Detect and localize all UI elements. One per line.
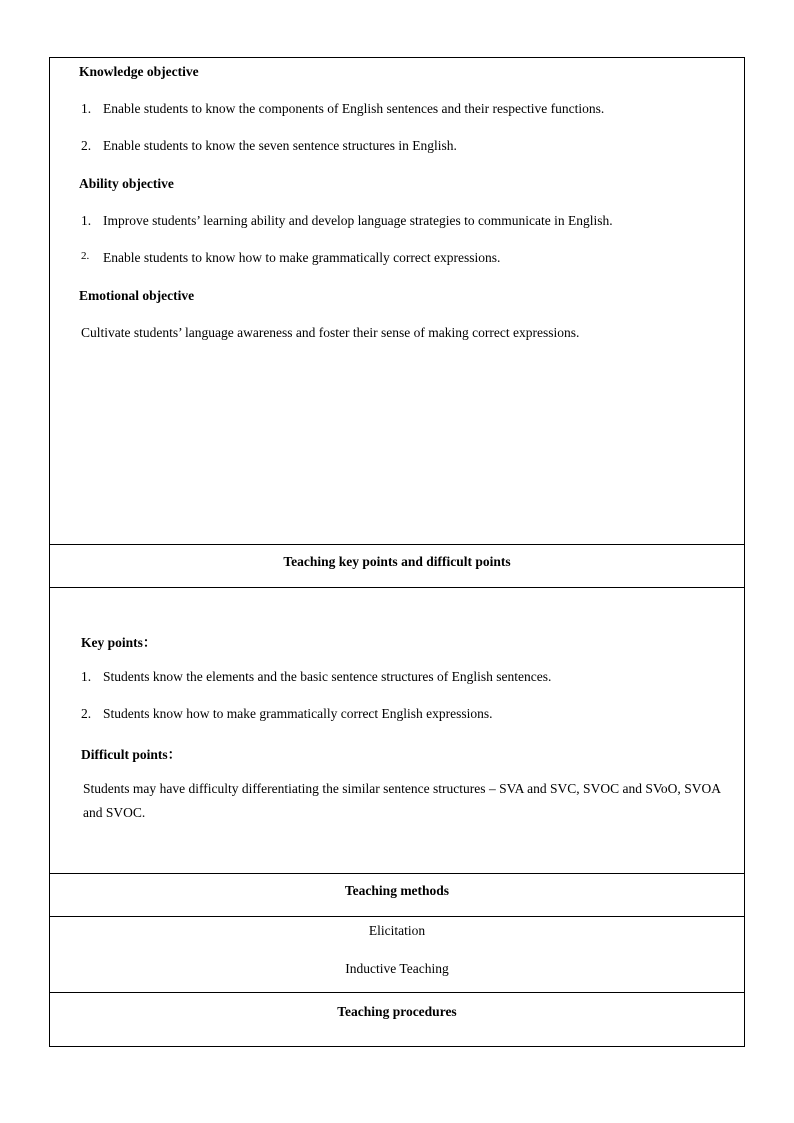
ability-item-number: 2.	[81, 250, 90, 262]
method-item: Inductive Teaching	[345, 961, 449, 976]
ability-objective-title: Ability objective	[79, 176, 174, 191]
teaching-methods-header: Teaching methods	[344, 883, 450, 898]
objectives-cell	[50, 58, 744, 544]
key-points-header: Teaching key points and difficult points	[283, 554, 511, 569]
key-points-title: Key points：	[81, 635, 157, 650]
teaching-procedures-header-row	[50, 992, 744, 1046]
knowledge-objective-title: Knowledge objective	[79, 64, 199, 79]
difficult-points-title: Difficult points：	[81, 747, 182, 762]
ability-item-text: Enable students to know how to make grammatically correct expressions.	[103, 250, 501, 265]
knowledge-item-number: 2.	[81, 138, 92, 153]
knowledge-item-text: Enable students to know the seven sentence structures in English.	[103, 138, 457, 153]
emotional-objective-text: Cultivate students’ language awareness and foster their sense of making correct expressions.	[81, 325, 580, 340]
key-point-text: Students know the elements and the basic sentence structures of English sentences.	[103, 669, 552, 684]
key-point-number: 1.	[81, 669, 92, 684]
teaching-procedures-header: Teaching procedures	[337, 1004, 457, 1019]
ability-item-number: 1.	[81, 213, 92, 228]
teaching-methods-cell	[50, 916, 744, 992]
key-points-cell	[50, 587, 744, 873]
ability-item-text: Improve students’ learning ability and develop language strategies to communicate in English.	[103, 213, 613, 228]
difficult-points-text: Students may have difficulty differentiating the similar sentence structures – SVA and SVC, SVOC and SVoO, SVOA and SVOC.	[83, 781, 721, 820]
emotional-objective-title: Emotional objective	[79, 288, 195, 303]
knowledge-item-text: Enable students to know the components of English sentences and their respective functions.	[103, 101, 605, 116]
lesson-plan-table	[49, 57, 745, 1047]
method-item: Elicitation	[368, 923, 426, 938]
teaching-methods-header-row	[50, 873, 744, 916]
knowledge-item-number: 1.	[81, 101, 92, 116]
key-point-text: Students know how to make grammatically correct English expressions.	[103, 706, 493, 721]
key-point-number: 2.	[81, 706, 92, 721]
key-points-header-row	[50, 544, 744, 587]
